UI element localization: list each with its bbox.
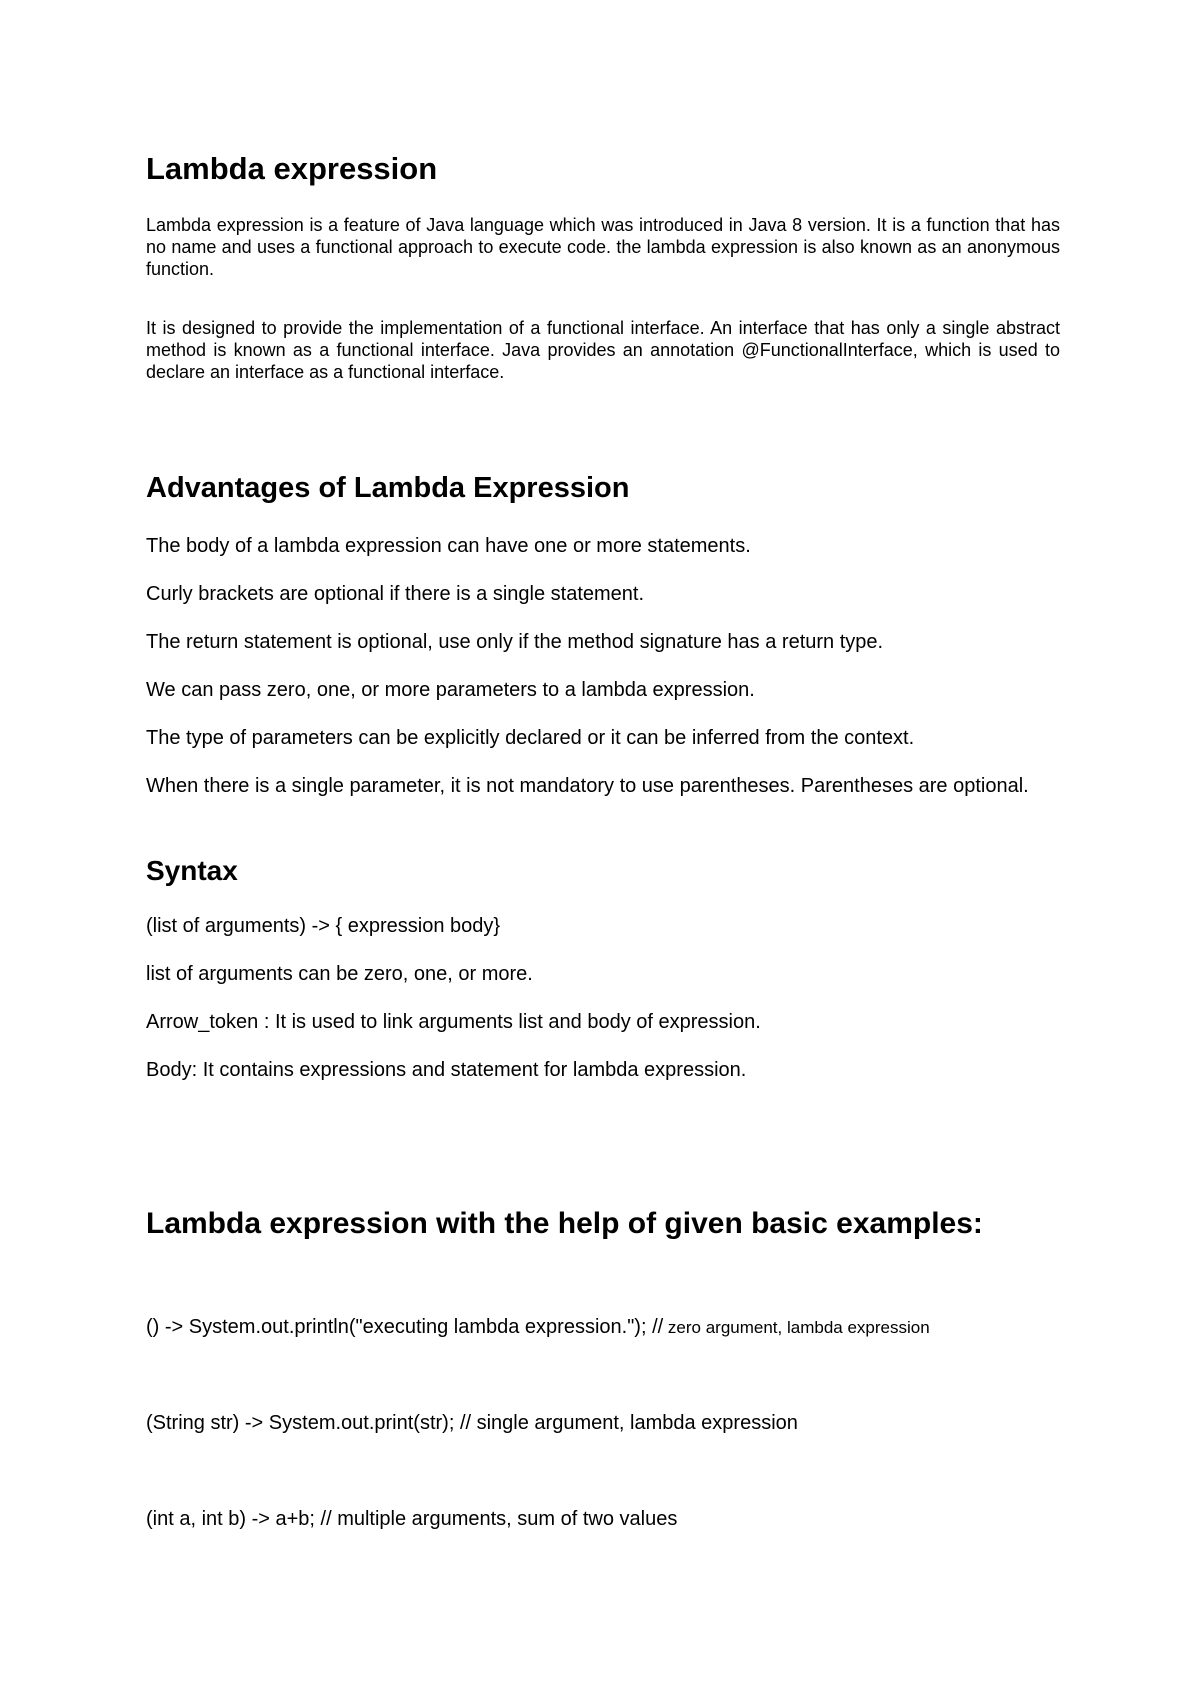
example-code: () -> System.out.println("executing lambda expression."); // (146, 1316, 664, 1338)
example-code-line (146, 1505, 677, 1533)
title-lambda-expression: Lambda expression (146, 151, 438, 186)
title-advantages: Advantages of Lambda Expression (146, 472, 630, 504)
example-code-line (146, 1409, 798, 1437)
advantage-item: When there is a single parameter, it is not mandatory to use parentheses. Parentheses are optional. (146, 775, 1029, 797)
intro-paragraph: Lambda expression is a feature of Java language which was introduced in Java 8 version. It is a function that has no name and uses a functional approach to execute code. the lambda expression is also known as an anonymous function. (146, 215, 1060, 279)
advantage-item: Curly brackets are optional if there is a single statement. (146, 583, 645, 605)
example-code: (String str) -> System.out.print(str); // single argument, lambda expression (146, 1412, 798, 1434)
functional-interface-paragraph: It is designed to provide the implementation of a functional interface. An interface that has only a single abstract method is known as a functional interface. Java provides an annotation @FunctionalInterface, which is used to declare an interface as a functional interface. (146, 318, 1060, 382)
advantage-item: The type of parameters can be explicitly declared or it can be inferred from the context. (146, 727, 915, 749)
advantage-item: We can pass zero, one, or more parameters to a lambda expression. (146, 679, 755, 701)
example-comment: zero argument, lambda expression (663, 1318, 930, 1337)
syntax-item: (list of arguments) -> { expression body} (146, 915, 501, 937)
advantage-item: The return statement is optional, use only if the method signature has a return type. (146, 631, 884, 653)
syntax-item: list of arguments can be zero, one, or more. (146, 963, 533, 985)
title-examples: Lambda expression with the help of given basic examples: (146, 1207, 983, 1240)
advantage-item: The body of a lambda expression can have one or more statements. (146, 535, 751, 557)
syntax-item: Body: It contains expressions and statement for lambda expression. (146, 1059, 747, 1081)
title-syntax: Syntax (146, 855, 238, 886)
syntax-item: Arrow_token : It is used to link arguments list and body of expression. (146, 1011, 761, 1033)
example-code: (int a, int b) -> a+b; // multiple arguments, sum of two values (146, 1508, 678, 1530)
example-code-line (146, 1313, 930, 1342)
